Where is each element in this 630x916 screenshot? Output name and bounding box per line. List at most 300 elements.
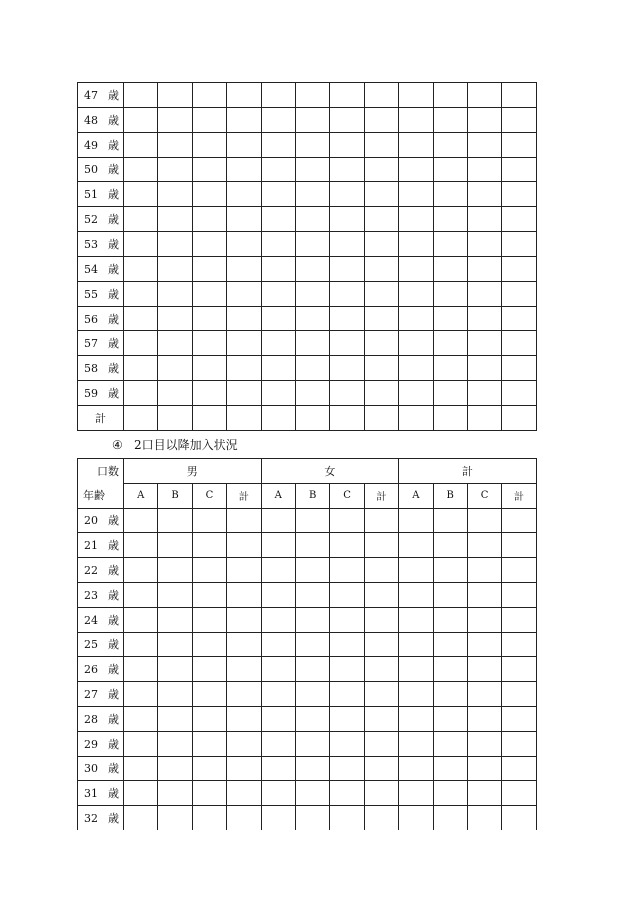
age-cell xyxy=(78,706,124,731)
table-cell xyxy=(433,281,467,306)
table-cell xyxy=(261,356,295,381)
table-row xyxy=(78,806,537,830)
table-cell xyxy=(261,405,295,430)
table-cell xyxy=(261,682,295,707)
age-unit: 歳 xyxy=(108,787,119,801)
table-cell xyxy=(227,781,261,806)
table-cell xyxy=(192,182,226,207)
table-cell xyxy=(330,232,364,257)
age-unit: 歳 xyxy=(108,337,119,351)
age-unit: 歳 xyxy=(108,262,119,276)
table-cell xyxy=(399,331,433,356)
table-cell xyxy=(158,306,192,331)
table-cell xyxy=(330,756,364,781)
table-cell xyxy=(158,508,192,533)
table-cell xyxy=(261,731,295,756)
table-cell xyxy=(330,331,364,356)
table-cell xyxy=(433,706,467,731)
table-row xyxy=(78,232,537,257)
age-value: 54 xyxy=(84,262,98,276)
table-cell xyxy=(192,533,226,558)
table-cell xyxy=(124,781,158,806)
table-cell xyxy=(502,533,536,558)
table-cell xyxy=(467,558,501,583)
table-cell xyxy=(467,682,501,707)
table-row xyxy=(78,657,537,682)
table-cell xyxy=(158,83,192,108)
table-cell xyxy=(364,232,398,257)
table-cell xyxy=(399,731,433,756)
table-row xyxy=(78,607,537,632)
table-cell xyxy=(330,632,364,657)
table-row xyxy=(78,83,537,108)
table-cell xyxy=(364,508,398,533)
age-cell xyxy=(78,533,124,558)
table-cell xyxy=(261,256,295,281)
table-cell xyxy=(399,381,433,406)
table-cell xyxy=(227,132,261,157)
table-row xyxy=(78,781,537,806)
column-header: C xyxy=(467,483,501,508)
table-cell xyxy=(227,756,261,781)
table-cell xyxy=(227,405,261,430)
table-cell xyxy=(502,207,536,232)
age-value: 32 xyxy=(84,812,98,826)
age-value: 47 xyxy=(84,88,98,102)
table-cell xyxy=(330,781,364,806)
table-cell xyxy=(158,582,192,607)
table-cell xyxy=(364,207,398,232)
table-cell xyxy=(192,356,226,381)
table-cell xyxy=(330,607,364,632)
age-unit: 歳 xyxy=(108,213,119,227)
table-row xyxy=(78,731,537,756)
table-cell xyxy=(433,558,467,583)
table-cell xyxy=(330,731,364,756)
table-cell xyxy=(433,232,467,257)
column-header: A xyxy=(124,483,158,508)
table-cell xyxy=(502,731,536,756)
age-value: 57 xyxy=(84,337,98,351)
table-cell xyxy=(399,558,433,583)
table-cell xyxy=(467,83,501,108)
table-cell xyxy=(158,157,192,182)
table-cell xyxy=(261,331,295,356)
table-cell xyxy=(261,806,295,830)
table-row xyxy=(78,107,537,132)
table-cell xyxy=(433,806,467,830)
age-value: 25 xyxy=(84,638,98,652)
table-cell xyxy=(330,533,364,558)
table-cell xyxy=(502,632,536,657)
table-cell xyxy=(227,83,261,108)
table-cell xyxy=(433,182,467,207)
table-row xyxy=(78,558,537,583)
age-value: 53 xyxy=(84,237,98,251)
group-header-male: 男 xyxy=(124,459,262,484)
age-cell xyxy=(78,632,124,657)
table-cell xyxy=(330,132,364,157)
age-value: 20 xyxy=(84,514,98,528)
table-cell xyxy=(502,306,536,331)
section-heading xyxy=(112,436,238,453)
age-unit: 歳 xyxy=(108,737,119,751)
column-header: B xyxy=(295,483,329,508)
age-cell xyxy=(78,731,124,756)
table-cell xyxy=(330,182,364,207)
table-cell xyxy=(158,756,192,781)
table-cell xyxy=(227,706,261,731)
table-cell xyxy=(467,107,501,132)
table-cell xyxy=(364,83,398,108)
table-cell xyxy=(502,331,536,356)
table-cell xyxy=(330,107,364,132)
table-cell xyxy=(295,508,329,533)
age-value: 22 xyxy=(84,564,98,578)
table-cell xyxy=(364,781,398,806)
table-cell xyxy=(192,381,226,406)
age-cell xyxy=(78,207,124,232)
table-cell xyxy=(295,533,329,558)
table-cell xyxy=(399,533,433,558)
table-cell xyxy=(467,132,501,157)
table-row xyxy=(78,533,537,558)
table-cell xyxy=(399,281,433,306)
table-cell xyxy=(124,582,158,607)
table-cell xyxy=(227,207,261,232)
table-cell xyxy=(399,582,433,607)
table-cell xyxy=(192,306,226,331)
table-cell xyxy=(192,207,226,232)
age-cell xyxy=(78,682,124,707)
age-value: 55 xyxy=(84,287,98,301)
table-cell xyxy=(330,157,364,182)
age-cell xyxy=(78,558,124,583)
age-value: 31 xyxy=(84,787,98,801)
table-cell xyxy=(364,331,398,356)
table-cell xyxy=(261,132,295,157)
table-cell xyxy=(467,706,501,731)
table-cell xyxy=(399,756,433,781)
table-cell xyxy=(124,533,158,558)
table-cell xyxy=(330,356,364,381)
age-unit: 歳 xyxy=(108,237,119,251)
table-cell xyxy=(467,508,501,533)
table-cell xyxy=(261,107,295,132)
table-cell xyxy=(192,281,226,306)
age-unit: 歳 xyxy=(108,312,119,326)
table-cell xyxy=(399,682,433,707)
table-cell xyxy=(330,83,364,108)
table-cell xyxy=(502,356,536,381)
table-cell xyxy=(227,607,261,632)
table-cell xyxy=(261,182,295,207)
table-cell xyxy=(227,182,261,207)
table-cell xyxy=(330,281,364,306)
table-cell xyxy=(158,632,192,657)
table-cell xyxy=(295,306,329,331)
table-cell xyxy=(399,607,433,632)
table-cell xyxy=(227,508,261,533)
table-cell xyxy=(192,756,226,781)
age-table-continued xyxy=(77,82,537,431)
table-cell xyxy=(502,256,536,281)
table-cell xyxy=(399,157,433,182)
table-cell xyxy=(467,582,501,607)
table-cell xyxy=(227,657,261,682)
table-cell xyxy=(364,682,398,707)
table-cell xyxy=(261,632,295,657)
table-cell xyxy=(330,207,364,232)
table-cell xyxy=(467,256,501,281)
table-cell xyxy=(192,706,226,731)
table-cell xyxy=(227,731,261,756)
section-title: 2口目以降加入状況 xyxy=(134,438,238,452)
table-cell xyxy=(364,657,398,682)
table-cell xyxy=(399,508,433,533)
table-cell xyxy=(261,533,295,558)
table-cell xyxy=(158,182,192,207)
table-cell xyxy=(399,806,433,830)
table-row xyxy=(78,132,537,157)
table-cell xyxy=(295,356,329,381)
table-cell xyxy=(227,381,261,406)
table-cell xyxy=(364,281,398,306)
second-policy-enrollment-table xyxy=(77,458,537,830)
table-cell xyxy=(467,157,501,182)
table-cell xyxy=(399,83,433,108)
table-cell xyxy=(295,405,329,430)
table-cell xyxy=(433,331,467,356)
table-cell xyxy=(502,558,536,583)
table-row xyxy=(78,331,537,356)
table-row xyxy=(78,508,537,533)
table-row xyxy=(78,582,537,607)
age-value: 52 xyxy=(84,213,98,227)
table-row xyxy=(78,756,537,781)
table-cell xyxy=(158,706,192,731)
column-header: C xyxy=(192,483,226,508)
table-cell xyxy=(192,132,226,157)
table-row xyxy=(78,682,537,707)
table-cell xyxy=(399,182,433,207)
table-cell xyxy=(502,781,536,806)
table-cell xyxy=(364,607,398,632)
table-cell xyxy=(261,508,295,533)
age-cell xyxy=(78,756,124,781)
table-cell xyxy=(295,607,329,632)
table-cell xyxy=(502,232,536,257)
table-cell xyxy=(124,281,158,306)
table-cell xyxy=(502,806,536,830)
table-cell xyxy=(330,508,364,533)
age-value: 48 xyxy=(84,113,98,127)
table-cell xyxy=(330,657,364,682)
table-cell xyxy=(158,331,192,356)
table-cell xyxy=(124,83,158,108)
table-cell xyxy=(364,356,398,381)
table-cell xyxy=(399,256,433,281)
table-cell xyxy=(502,157,536,182)
age-cell xyxy=(78,607,124,632)
table-cell xyxy=(467,657,501,682)
age-unit: 歳 xyxy=(108,387,119,401)
table-cell xyxy=(467,306,501,331)
age-cell xyxy=(78,508,124,533)
table-cell xyxy=(227,632,261,657)
age-value: 27 xyxy=(84,688,98,702)
table-cell xyxy=(295,756,329,781)
table-cell xyxy=(433,781,467,806)
column-header: B xyxy=(433,483,467,508)
table-cell xyxy=(227,232,261,257)
table-cell xyxy=(467,207,501,232)
table-row xyxy=(78,281,537,306)
table-cell xyxy=(364,706,398,731)
age-unit: 歳 xyxy=(108,712,119,726)
age-value: 50 xyxy=(84,163,98,177)
table-row xyxy=(78,157,537,182)
table-cell xyxy=(399,657,433,682)
table-cell xyxy=(261,657,295,682)
table-cell xyxy=(467,182,501,207)
table-cell xyxy=(124,731,158,756)
age-unit: 歳 xyxy=(108,287,119,301)
table-cell xyxy=(364,405,398,430)
column-header: 計 xyxy=(502,483,536,508)
table-cell xyxy=(502,607,536,632)
table-cell xyxy=(158,207,192,232)
age-unit: 歳 xyxy=(108,688,119,702)
table-cell xyxy=(330,706,364,731)
table-cell xyxy=(158,806,192,830)
table-cell xyxy=(330,806,364,830)
age-value: 23 xyxy=(84,588,98,602)
table-cell xyxy=(227,356,261,381)
table-cell xyxy=(124,756,158,781)
table-cell xyxy=(261,157,295,182)
table-cell xyxy=(261,83,295,108)
table-cell xyxy=(227,806,261,830)
table-cell xyxy=(261,281,295,306)
table-cell xyxy=(502,83,536,108)
table-cell xyxy=(158,781,192,806)
age-unit: 歳 xyxy=(108,613,119,627)
table-cell xyxy=(158,533,192,558)
table-cell xyxy=(433,731,467,756)
table-cell xyxy=(192,508,226,533)
age-unit: 歳 xyxy=(108,588,119,602)
table-cell xyxy=(433,756,467,781)
group-header-female: 女 xyxy=(261,459,399,484)
table-cell xyxy=(467,781,501,806)
table-cell xyxy=(295,157,329,182)
table-cell xyxy=(295,731,329,756)
table-cell xyxy=(433,582,467,607)
table-cell xyxy=(295,207,329,232)
table-cell xyxy=(433,682,467,707)
table-cell xyxy=(295,281,329,306)
table-row xyxy=(78,306,537,331)
table-cell xyxy=(192,657,226,682)
column-header: A xyxy=(399,483,433,508)
age-cell xyxy=(78,83,124,108)
table-cell xyxy=(295,682,329,707)
age-cell xyxy=(78,806,124,830)
table-cell xyxy=(399,706,433,731)
table-cell xyxy=(364,806,398,830)
age-cell xyxy=(78,256,124,281)
age-cell xyxy=(78,582,124,607)
age-value: 49 xyxy=(84,138,98,152)
age-value: 21 xyxy=(84,539,98,553)
table-cell xyxy=(467,381,501,406)
table-row xyxy=(78,182,537,207)
table-cell xyxy=(158,607,192,632)
table-cell xyxy=(227,107,261,132)
table-cell xyxy=(124,405,158,430)
table-cell xyxy=(192,232,226,257)
table-cell xyxy=(502,405,536,430)
table-cell xyxy=(261,582,295,607)
table-cell xyxy=(502,182,536,207)
table-cell xyxy=(295,232,329,257)
table-cell xyxy=(261,607,295,632)
table-cell xyxy=(192,632,226,657)
table-row xyxy=(78,256,537,281)
table-cell xyxy=(330,381,364,406)
table-cell xyxy=(433,533,467,558)
table-cell xyxy=(158,405,192,430)
table-cell xyxy=(295,706,329,731)
table-cell xyxy=(295,83,329,108)
table-cell xyxy=(364,632,398,657)
age-cell xyxy=(78,281,124,306)
table-cell xyxy=(295,381,329,406)
table-cell xyxy=(124,508,158,533)
table-cell xyxy=(124,157,158,182)
age-cell xyxy=(78,381,124,406)
table-cell xyxy=(330,682,364,707)
table-cell xyxy=(399,781,433,806)
table-cell xyxy=(502,582,536,607)
table-cell xyxy=(502,132,536,157)
table-cell xyxy=(158,132,192,157)
age-unit: 歳 xyxy=(108,638,119,652)
table-cell xyxy=(261,306,295,331)
table-cell xyxy=(502,508,536,533)
age-cell xyxy=(78,306,124,331)
table-cell xyxy=(433,83,467,108)
table-cell xyxy=(467,232,501,257)
column-header: C xyxy=(330,483,364,508)
header-count-label: 口数 xyxy=(78,459,124,484)
table-cell xyxy=(433,356,467,381)
table-cell xyxy=(330,256,364,281)
table-cell xyxy=(124,256,158,281)
table-cell xyxy=(295,657,329,682)
table-cell xyxy=(124,806,158,830)
table-cell xyxy=(433,132,467,157)
table-cell xyxy=(295,781,329,806)
age-cell xyxy=(78,657,124,682)
table-cell xyxy=(502,657,536,682)
age-unit: 歳 xyxy=(108,663,119,677)
age-cell xyxy=(78,182,124,207)
table-cell xyxy=(295,558,329,583)
age-value: 29 xyxy=(84,737,98,751)
table-cell xyxy=(295,331,329,356)
